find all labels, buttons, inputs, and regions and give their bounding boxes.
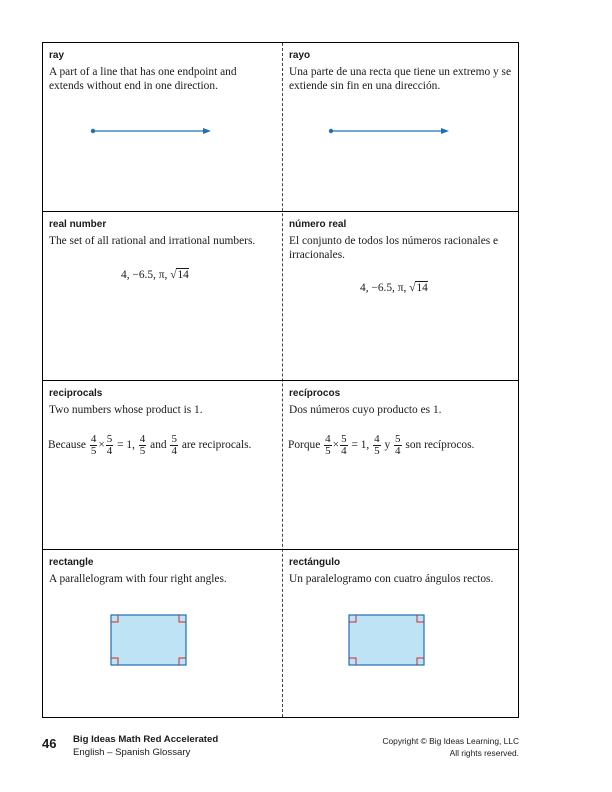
- real-number-example: 4, −6.5, π, √14: [360, 282, 428, 294]
- ray-figure: [283, 43, 520, 212]
- fraction: $\frac{5}{4}$: [106, 433, 113, 457]
- definition-rayo: Una parte de una recta que tiene un extremo y se extiende sin fin en una dirección.: [289, 66, 512, 92]
- rectangle-shape: [349, 615, 424, 665]
- definition-rectangulo: Un paralelogramo con cuatro ángulos rectos.: [289, 573, 494, 585]
- ray-arrowhead: [203, 128, 211, 134]
- fraction: $\frac{4}{5}$: [374, 433, 380, 457]
- page-number: 46: [42, 736, 57, 751]
- term-rectangulo: rectángulo: [289, 557, 341, 568]
- ray-figure: [43, 43, 280, 212]
- term-real-number: real number: [49, 219, 107, 230]
- term-rayo: rayo: [289, 50, 311, 61]
- entry-ray-english: [43, 43, 280, 212]
- entry-reciprocals-english: [43, 381, 280, 550]
- fraction: $\frac{4}{5}$: [90, 433, 97, 457]
- entry-reciprocals-spanish: [283, 381, 520, 550]
- definition-numero-real: El conjunto de todos los números racionales e irracionales.: [289, 235, 499, 261]
- term-reciprocos: recíprocos: [289, 388, 341, 399]
- real-number-example: 4, −6.5, π, √14: [121, 269, 189, 281]
- entry-rectangle-english: [43, 550, 280, 719]
- term-numero-real: número real: [289, 219, 347, 230]
- definition-reciprocals: Two numbers whose product is 1.: [49, 404, 203, 416]
- entry-ray-spanish: [283, 43, 520, 212]
- definition-rectangle: A parallelogram with four right angles.: [49, 573, 227, 585]
- rectangle-figure: [43, 550, 280, 719]
- rectangle-shape: [111, 615, 186, 665]
- entry-real-number-english: [43, 212, 280, 381]
- definition-ray: A part of a line that has one endpoint and extends without end in one direction.: [49, 66, 237, 92]
- reciprocals-example: Porque $\frac{4}{5}$ × $\frac{5}{4}$ = 1, $\frac{4}{5}$ y $\frac{5}{4}$ son recíprocos.: [288, 433, 475, 457]
- book-subtitle: English – Spanish Glossary: [73, 747, 191, 758]
- rights-reserved: All rights reserved.: [449, 748, 519, 758]
- rectangle-figure: [283, 550, 520, 719]
- entry-real-number-spanish: [283, 212, 520, 381]
- fraction: $\frac{5}{4}$: [341, 433, 347, 457]
- reciprocals-example: Because $\frac{4}{5}$ × $\frac{5}{4}$ = 1, $\frac{4}{5}$ and $\frac{5}{4}$ are reciprocals.: [48, 433, 252, 457]
- fraction: $\frac{4}{5}$: [325, 433, 331, 457]
- fraction: $\frac{5}{4}$: [395, 433, 401, 457]
- fraction: $\frac{5}{4}$: [171, 433, 177, 457]
- entry-rectangle-spanish: [283, 550, 520, 719]
- glossary-page: [42, 42, 519, 718]
- term-rectangle: rectangle: [49, 557, 94, 568]
- copyright: Copyright © Big Ideas Learning, LLC: [382, 736, 519, 746]
- ray-arrowhead: [441, 128, 449, 134]
- book-title: Big Ideas Math Red Accelerated: [73, 734, 219, 745]
- definition-reciprocos: Dos números cuyo producto es 1.: [289, 404, 442, 416]
- fraction: $\frac{4}{5}$: [139, 433, 146, 457]
- term-ray: ray: [49, 50, 65, 61]
- definition-real-number: The set of all rational and irrational numbers.: [49, 235, 256, 247]
- term-reciprocals: reciprocals: [49, 388, 103, 399]
